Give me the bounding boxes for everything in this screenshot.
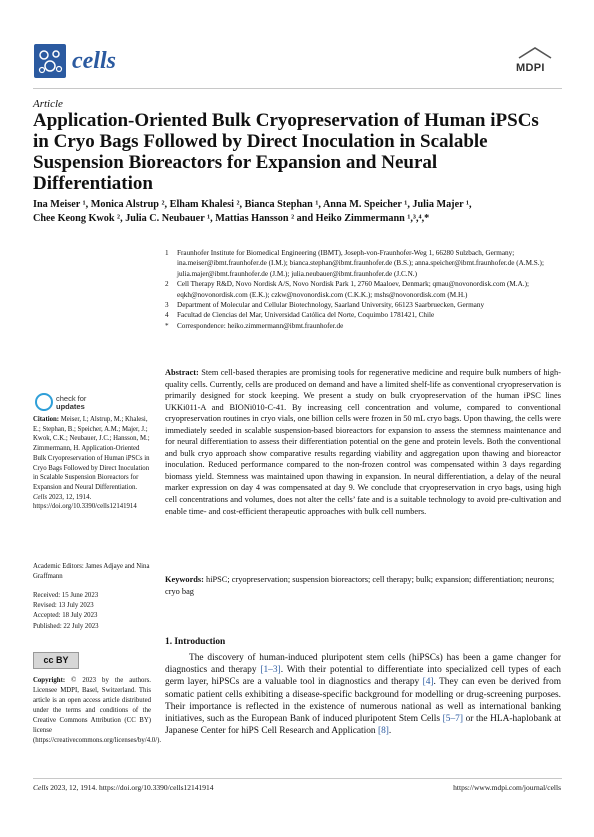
- footer-journal-url[interactable]: https://www.mdpi.com/journal/cells: [453, 783, 561, 792]
- affiliation-number: *: [165, 321, 169, 330]
- check-updates-link[interactable]: [56, 395, 86, 411]
- citation-label: Citation:: [33, 416, 60, 423]
- date-published: Published: 22 July 2023: [33, 622, 99, 630]
- affiliation-text: Fraunhofer Institute for Biomedical Engineering (IBMT), Joseph-von-Fraunhofer-Weg 1, 66280 Sulzbach, Germany; ina.meiser@ibmt.fraunhofer.de (I.M.); bianca.stephan@ibmt.fraunhofer.de (B.S.); anna.speicher@ibmt.fraunhofer.de (A.M.S.); julia.majer@ibmt.fraunhofer.de (J.M.); julia.neubauer@ibmt.fraunhofer.de (J.C.N.): [177, 249, 544, 278]
- correspondence: [165, 321, 560, 331]
- affiliation-text: Department of Molecular and Cellular Biotechnology, Saarland University, 66123 Saarbruecken, Germany: [177, 301, 485, 310]
- header-divider: [33, 88, 562, 89]
- check-updates-line2: updates: [56, 402, 85, 411]
- intro-text-part: . With their potential to differentiate into specialized cell types of each germ layer, hiPSCs are a valuable tool in diagnostics and therapy: [165, 665, 561, 688]
- citation-link[interactable]: [1–3]: [260, 665, 281, 676]
- affiliations: [165, 248, 560, 331]
- intro-text-part: .: [388, 726, 392, 737]
- date-revised: Revised: 13 July 2023: [33, 602, 94, 610]
- date-received: Received: 15 June 2023: [33, 592, 99, 599]
- authors-text-2: Chee Keong Kwok ², Julia C. Neubauer ¹, Mattias Hansson ² and Heiko Zimmermann ¹,³,⁴,*: [33, 213, 430, 224]
- keywords-text: hiPSC; cryopreservation; suspension bioreactors; cell therapy; bulk; expansion; differentiation; neurons; cryo bag: [165, 575, 555, 596]
- citation-link[interactable]: [8]: [377, 726, 389, 737]
- copyright-text: © 2023 by the authors. Licensee MDPI, Basel, Switzerland. This article is an open access article distributed under the terms and conditions of the Creative Commons Attribution (CC BY) license (https://creativecommons.org/licenses/by/4.0/).: [33, 677, 162, 744]
- journal-name: cells: [72, 48, 116, 74]
- copyright-label: Copyright:: [33, 677, 66, 684]
- intro-text-part: The discovery of human-induced pluripotent stem cells (hiPSCs) has been a game changer for diagnostics and therapy: [165, 653, 561, 676]
- article-type: Article: [33, 98, 63, 110]
- author-line-1: [33, 198, 563, 212]
- affiliation-item: [165, 279, 560, 300]
- keywords-label: Keywords:: [165, 575, 204, 584]
- affiliation-number: 1: [165, 249, 169, 257]
- abstract-text: Stem cell-based therapies are promising tools for regenerative medicine and require bulk numbers of high-quality cells. Currently, cells are produced on demand and have a limited shelf-life as conventional cryopreservation is primarily designed for stock keeping. We present a study on bulk cryopreservation of the human iPSC lines UKKi011-A and BIONi010-C-41. By increasing cell concentration and volume, compared to conventional cryopreservation routines in cryo vials, one billion cells were frozen in 50 mL cryo bags. Upon thawing, the cells were immediately seeded in scalable suspension-based bioreactors for expansion to assess the stemness maintenance and for neural differentiation to assess their differentiation potential on the gene and protein levels. Both the conventional and bulk cryo approach show comparative results regarding viability and aggregation upon thawing and bioreactor inoculation. Reduced performance compared to the non-frozen control was compensated within 3 days regarding biomass yield. Stemness was maintained upon thawing in expansion. In neural differentiation, a delay of the neural marker expression on day 4 was compensated at day 9. We conclude that cryopreservation in cryo bags, using high cell concentrations and volumes, does not alter the cells’ fate and is a suitable technology to avoid pre-cultivation and enable time- and cost-efficient therapeutic approaches with bulk cell numbers.: [165, 368, 561, 516]
- citation-journal: Cells: [33, 493, 47, 501]
- affiliation-number: 4: [165, 311, 169, 320]
- affiliation-number: 2: [165, 280, 169, 289]
- publisher-name: MDPI: [516, 62, 545, 74]
- cc-by-badge-icon[interactable]: cc BY: [33, 652, 79, 669]
- section-heading: 1. Introduction: [165, 637, 226, 647]
- affiliation-item: [165, 300, 560, 310]
- abstract: [165, 367, 561, 517]
- affiliation-item: [165, 248, 560, 279]
- date-accepted: Accepted: 18 July 2023: [33, 612, 98, 620]
- footer-doi[interactable]: 2023, 12, 1914. https://doi.org/10.3390/cells12141914: [50, 783, 214, 792]
- keywords: [165, 574, 561, 597]
- copyright-block: [33, 676, 162, 746]
- correspondence-text: Correspondence: heiko.zimmermann@ibmt.fraunhofer.de: [177, 321, 344, 330]
- author-line-2: [33, 212, 563, 226]
- affiliation-number: 3: [165, 301, 169, 310]
- citation-link[interactable]: [4]: [422, 677, 434, 688]
- article-dates: [33, 591, 151, 632]
- affiliation-text: Cell Therapy R&D, Novo Nordisk A/S, Novo Nordisk Park 1, 2760 Maaloev, Denmark; qmau@novonordisk.com (M.A.); eqkh@novonordisk.com (E.K.); czkw@novonordisk.com (C.K.K.); mshs@novonordisk.com (M.H.): [177, 280, 529, 299]
- footer-citation: [33, 783, 214, 792]
- citation-block: [33, 415, 151, 512]
- academic-editors: Academic Editors: James Adjaye and Nina Graffmann: [33, 563, 150, 580]
- footer-divider: [33, 778, 562, 779]
- journal-logo: [34, 44, 66, 78]
- check-updates-line1: check for: [56, 394, 87, 403]
- intro-text-part: or the HLA-haplobank at Japanese Center for hiPS Cell Research and Application: [165, 714, 561, 737]
- citation-text: Meiser, I.; Alstrup, M.; Khalesi, E.; Stephan, B.; Speicher, A.M.; Majer, J.; Kwok, C.K.; Neubauer, J.C.; Hansson, M.; Zimmermann, H. Application-Oriented Bulk Cryopreservation of Human iPSCs in Cryo Bags Followed by Direct Inoculation in Scalable Suspension Bioreactors for Expansion and Neural Differentiation.: [33, 416, 150, 491]
- citation-doi[interactable]: 2023, 12, 1914. https://doi.org/10.3390/cells12141914: [33, 493, 137, 511]
- affiliation-text: Facultad de Ciencias del Mar, Universidad Católica del Norte, Coquimbo 1781421, Chile: [177, 311, 435, 320]
- check-updates-icon[interactable]: [35, 393, 53, 411]
- article-title: Application-Oriented Bulk Cryopreservation of Human iPSCs in Cryo Bags Followed by Direct Inoculation in Scalable Suspension Bioreactors for Expansion and Neural Differentiation: [33, 110, 539, 194]
- authors-text-1: Ina Meiser ¹, Monica Alstrup ², Elham Khalesi ², Bianca Stephan ¹, Anna M. Speicher ¹, Julia Majer ¹,: [33, 199, 472, 210]
- affiliation-item: [165, 310, 560, 320]
- abstract-label: Abstract:: [165, 368, 199, 377]
- intro-text-part: . They can even be derived from somatic patient cells exhibiting a disease-specific background for modelling or drug-screening purposes. Their importance is reflected in the existence of numerous national as well as international banking initiatives, such as the European Bank of induced pluripotent Stem Cells: [165, 677, 562, 725]
- author-list: [33, 198, 563, 226]
- citation-link[interactable]: [5–7]: [442, 714, 463, 725]
- footer-journal: Cells: [33, 783, 49, 792]
- intro-paragraph: [165, 652, 561, 737]
